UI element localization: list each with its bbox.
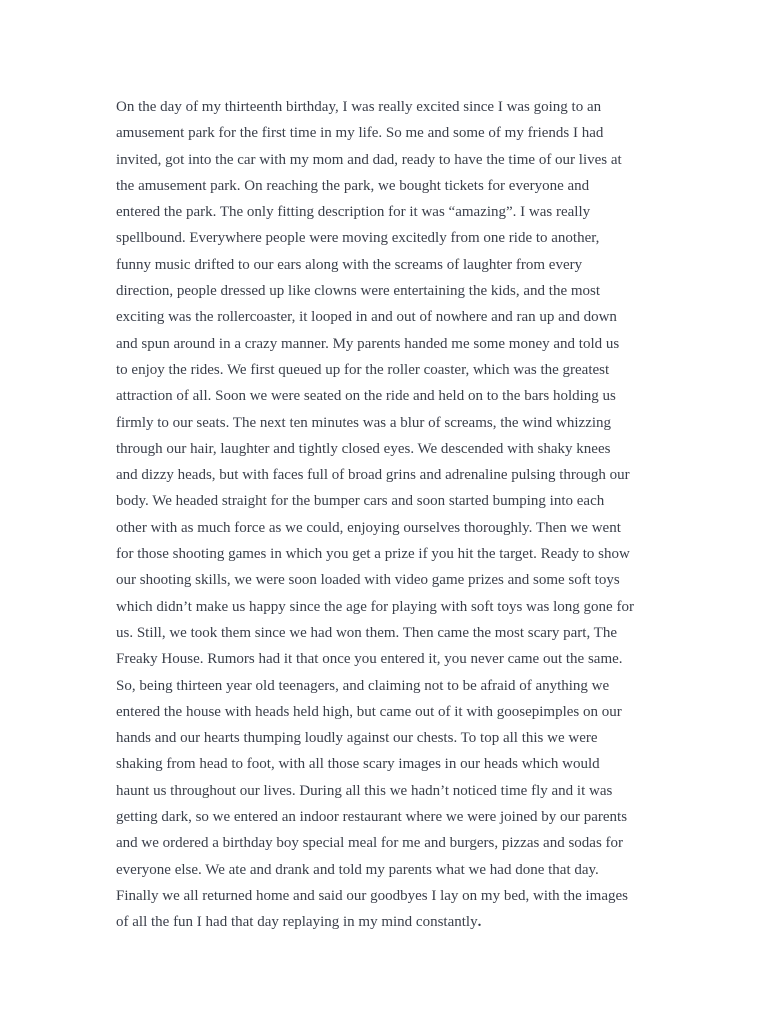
text-line: On the day of my thirteenth birthday, I was really excited since I was going to an: [116, 99, 602, 115]
text-line: getting dark, so we entered an indoor restaurant where we were joined by our parents: [116, 809, 628, 826]
essay-paragraph: [116, 94, 676, 936]
text-line: to enjoy the rides. We first queued up for the roller coaster, which was the greatest: [116, 361, 610, 378]
last-text-line: [116, 909, 676, 935]
last-line-text: of all the fun I had that day replaying in my mind constantly: [116, 914, 478, 931]
final-period: .: [477, 914, 482, 931]
text-line: the amusement park. On reaching the park, we bought tickets for everyone and: [116, 177, 590, 194]
text-line: funny music drifted to our ears along with the screams of laughter from every: [116, 256, 583, 273]
text-line: us. Still, we took them since we had won them. Then came the most scary part, The: [116, 624, 617, 641]
text-line: spellbound. Everywhere people were moving excitedly from one ride to another,: [116, 230, 600, 247]
text-line: Freaky House. Rumors had it that once you entered it, you never came out the same.: [116, 651, 623, 668]
text-line: entered the park. The only fitting description for it was “amazing”. I was really: [116, 204, 591, 221]
text-line: and dizzy heads, but with faces full of broad grins and adrenaline pulsing through our: [116, 467, 630, 484]
text-line: hands and our hearts thumping loudly against our chests. To top all this we were: [116, 730, 598, 747]
text-line: firmly to our seats. The next ten minutes was a blur of screams, the wind whizzing: [116, 414, 612, 431]
text-line: other with as much force as we could, enjoying ourselves thoroughly. Then we went: [116, 519, 621, 536]
text-line: amusement park for the first time in my life. So me and some of my friends I had: [116, 125, 604, 142]
text-line: for those shooting games in which you get a prize if you hit the target. Ready to show: [116, 546, 630, 563]
text-line: exciting was the rollercoaster, it looped in and out of nowhere and ran up and down: [116, 309, 617, 326]
text-line: direction, people dressed up like clowns were entertaining the kids, and the most: [116, 283, 601, 300]
text-line: body. We headed straight for the bumper cars and soon started bumping into each: [116, 493, 605, 510]
text-line: through our hair, laughter and tightly closed eyes. We descended with shaky knees: [116, 440, 611, 457]
text-line: which didn’t make us happy since the age for playing with soft toys was long gone for: [116, 598, 634, 615]
text-line: invited, got into the car with my mom and dad, ready to have the time of our lives at: [116, 151, 622, 168]
text-line: shaking from head to foot, with all those scary images in our heads which would: [116, 756, 600, 773]
text-line: entered the house with heads held high, but came out of it with goosepimples on our: [116, 703, 622, 720]
text-line: everyone else. We ate and drank and told my parents what we had done that day.: [116, 861, 599, 878]
text-line: So, being thirteen year old teenagers, and claiming not to be afraid of anything we: [116, 677, 610, 694]
text-line: Finally we all returned home and said our goodbyes I lay on my bed, with the images: [116, 887, 628, 904]
text-line: and we ordered a birthday boy special meal for me and burgers, pizzas and sodas for: [116, 835, 624, 852]
text-line: our shooting skills, we were soon loaded with video game prizes and some soft toys: [116, 572, 620, 589]
text-line: haunt us throughout our lives. During all this we hadn’t noticed time fly and it was: [116, 782, 613, 799]
text-line: attraction of all. Soon we were seated on the ride and held on to the bars holding us: [116, 388, 616, 405]
text-line: and spun around in a crazy manner. My parents handed me some money and told us: [116, 335, 620, 352]
